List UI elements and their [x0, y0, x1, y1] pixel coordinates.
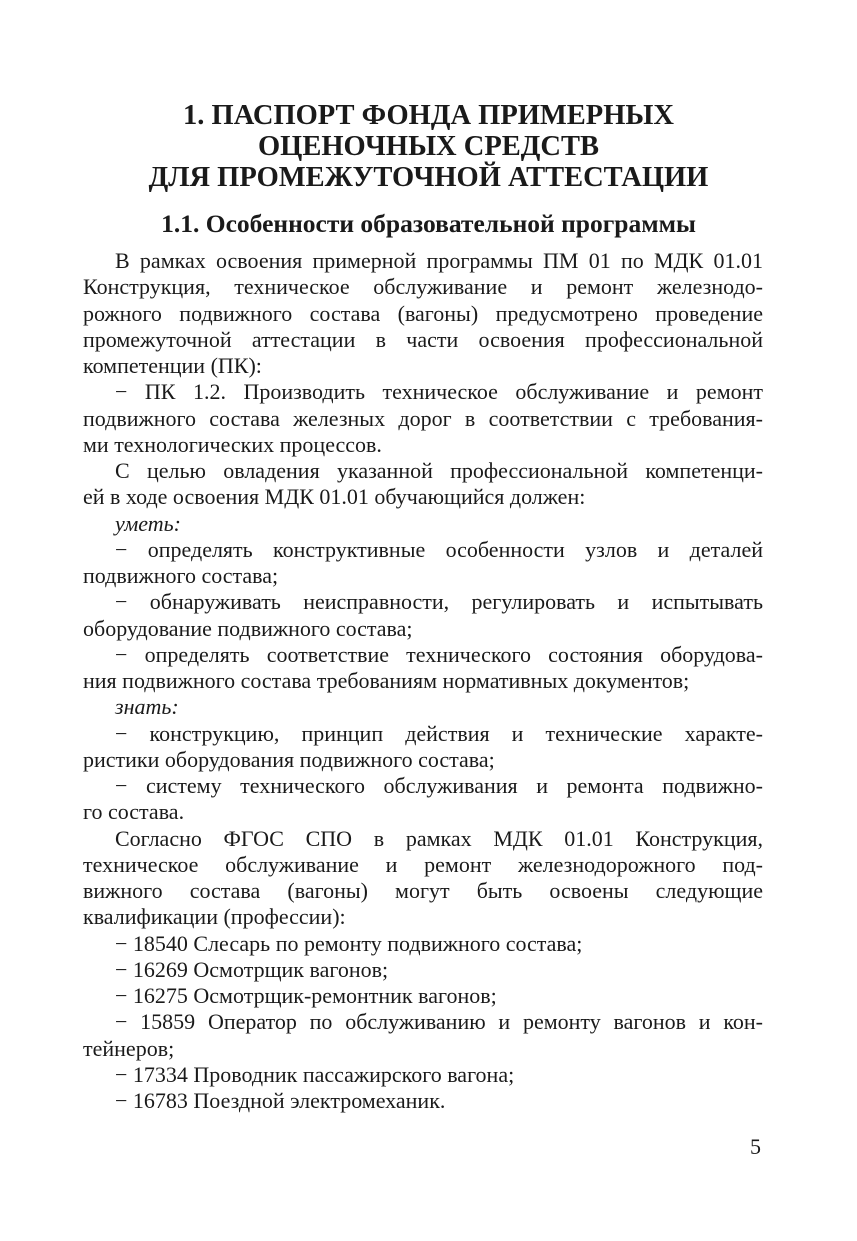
- page-number: 5: [750, 1134, 761, 1159]
- text-line: − определять соответствие технического состояния оборудова-: [115, 641, 763, 667]
- text-line: ми технологических процессов.: [83, 431, 382, 457]
- text-line: − ПК 1.2. Производить техническое обслуживание и ремонт: [115, 379, 763, 405]
- text-line: − 16269 Осмотрщик вагонов;: [115, 956, 389, 982]
- text-line: − систему технического обслуживания и ремонта подвижно-: [115, 773, 763, 798]
- paragraph: [83, 589, 763, 642]
- title-line: ОЦЕНОЧНЫХ СРЕДСТВ: [258, 131, 599, 162]
- paragraph: [83, 642, 763, 695]
- text-line: − определять конструктивные особенности узлов и деталей: [115, 536, 763, 562]
- paragraph: [83, 1062, 763, 1088]
- section-label: [83, 511, 763, 537]
- text-line: Конструкция, техническое обслуживание и ремонт железнодо-: [83, 274, 763, 300]
- text-line: С целью овладения указанной профессиональной компетенци-: [115, 458, 763, 483]
- text-line: − 17334 Проводник пассажирского вагона;: [115, 1061, 515, 1087]
- paragraph: [83, 957, 763, 983]
- section-label: [83, 694, 763, 720]
- text-line: − 18540 Слесарь по ремонту подвижного состава;: [115, 930, 583, 956]
- paragraph: [83, 537, 763, 590]
- text-line: оборудование подвижного состава;: [83, 615, 413, 641]
- paragraph: [83, 248, 763, 379]
- text-line: ния подвижного состава требованиям нормативных документов;: [83, 668, 690, 693]
- text-line: знать:: [115, 694, 179, 720]
- title-line: ДЛЯ ПРОМЕЖУТОЧНОЙ АТТЕСТАЦИИ: [148, 162, 709, 193]
- paragraph: [83, 379, 763, 458]
- section-title: [0, 100, 857, 193]
- text-line: компетенции (ПК):: [83, 353, 262, 378]
- text-line: уметь:: [115, 510, 181, 536]
- text-line: ристики оборудования подвижного состава;: [83, 746, 495, 772]
- text-line: − конструкцию, принцип действия и технические характе-: [115, 720, 763, 746]
- text-line: − 15859 Оператор по обслуживанию и ремонту вагонов и кон-: [115, 1009, 763, 1035]
- text-line: − обнаруживать неисправности, регулировать и испытывать: [115, 589, 763, 615]
- text-line: квалификации (профессии):: [83, 904, 346, 930]
- paragraph: [83, 458, 763, 511]
- paragraph: [83, 931, 763, 957]
- title-line: 1. ПАСПОРТ ФОНДА ПРИМЕРНЫХ: [183, 100, 674, 131]
- text-line: − 16275 Осмотрщик-ремонтник вагонов;: [115, 983, 497, 1008]
- paragraph: [83, 826, 763, 931]
- paragraph: [83, 983, 763, 1009]
- subsection-title: 1.1. Особенности образовательной программы: [161, 209, 696, 238]
- paragraph: [83, 721, 763, 774]
- text-line: тейнеров;: [83, 1035, 175, 1061]
- body-text: [83, 248, 763, 1114]
- text-line: подвижного состава;: [83, 563, 279, 588]
- text-line: − 16783 Поездной электромеханик.: [115, 1088, 446, 1113]
- text-line: рожного подвижного состава (вагоны) предусмотрено проведение: [83, 300, 763, 326]
- text-line: ей в ходе освоения МДК 01.01 обучающийся должен:: [83, 484, 586, 510]
- paragraph: [83, 1088, 763, 1114]
- text-line: В рамках освоения примерной программы ПМ 01 по МДК 01.01: [115, 248, 763, 273]
- text-line: промежуточной аттестации в части освоения профессиональной: [83, 326, 763, 352]
- text-line: техническое обслуживание и ремонт железнодорожного под-: [83, 851, 763, 877]
- paragraph: [83, 773, 763, 826]
- text-line: го состава.: [83, 799, 185, 825]
- text-line: Согласно ФГОС СПО в рамках МДК 01.01 Конструкция,: [115, 825, 763, 851]
- paragraph: [83, 1009, 763, 1062]
- text-line: подвижного состава железных дорог в соответствии с требования-: [83, 405, 763, 431]
- text-line: вижного состава (вагоны) могут быть освоены следующие: [83, 878, 763, 903]
